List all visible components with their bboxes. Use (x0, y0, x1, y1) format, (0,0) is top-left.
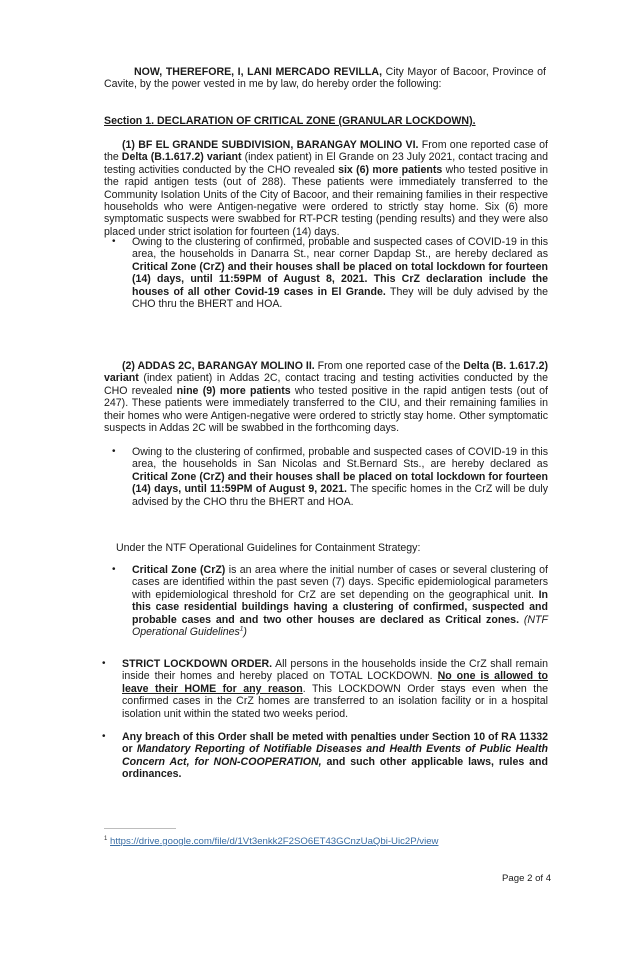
footnote-link[interactable]: https://drive.google.com/file/d/1Vt3enkk2F2SO6ET43GCnzUaQbi-Uic2P/view (110, 836, 439, 847)
bullet-el-grande-lockdown: • Owing to the clustering of confirmed, probable and suspected cases of COVID-19 in this area, the households in Danarra St., near corner Dapdap St., are hereby declared as Critical Zone (CrZ) and their houses shall be placed on total lockdown for fourteen (14) days, until 11:59PM of August 8, 2021. This CrZ declaration include the houses of all other Covid-19 cases in El Grande. They will be duly advised by the CHO thru the BHERT and HOA. (112, 236, 548, 311)
bullet-icon: • (112, 564, 116, 575)
bullet-penalties: • Any breach of this Order shall be meted with penalties under Section 10 of RA 11332 or Mandatory Reporting of Notifiable Diseases and Health Events of Public Health Concern Act, for NON-COOPERATION, and such other applicable laws, rules and ordinances. (102, 731, 548, 781)
footnote-reference[interactable]: 1 (239, 625, 244, 633)
footnote (104, 836, 439, 848)
page-number: Page 2 of 4 (502, 873, 552, 884)
ntf-guidelines-intro: Under the NTF Operational Guidelines for Containment Strategy: (116, 542, 421, 554)
paragraph-el-grande: (1) BF EL GRANDE SUBDIVISION, BARANGAY MOLINO VI. From one reported case of the Delta (B.1.617.2) variant (index patient) in El Grande on 23 July 2021, contact tracing and testing activities conducted by the CHO revealed six (6) more patients who tested positive in the rapid antigen tests (out of 288). These patients were immediately transferred to the Community Isolation Units of the City of Bacoor, and their remaining families in their respective households who were Antigen-negative were ordered to strictly stay home. Six (6) more symptomatic suspects were swabbed for RT-PCR testing (pending results) and they were also placed under strict isolation for fourteen (14) days. (104, 139, 549, 238)
footnote-marker: 1 (104, 835, 108, 842)
bullet-icon: • (112, 446, 116, 457)
bullet-addas-lockdown: • Owing to the clustering of confirmed, probable and suspected cases of COVID-19 in this area, the households in San Nicolas and St.Bernard Sts., are hereby declared as Critical Zone (CrZ) and their houses shall be placed on total lockdown for fourteen (14) days, until 11:59PM of August 9, 2021. The specific homes in the CrZ will be duly advised by the CHO thru the BHERT and HOA. (112, 446, 548, 508)
paragraph-addas-2c: (2) ADDAS 2C, BARANGAY MOLINO II. From one reported case of the Delta (B. 1.617.2) variant (index patient) in Addas 2C, contact tracing and testing activities conducted by the CHO revealed nine (9) more patients who tested positive in the rapid antigen tests (out of 247). These patients were immediately transferred to the CIU, and their remaining families in their homes who were Antigen-negative were ordered to strictly stay home. Other symptomatic suspects in Addas 2C will be swabbed in the forthcoming days. (104, 360, 548, 435)
subheading-addas-2c: (2) ADDAS 2C, BARANGAY MOLINO II. (122, 360, 315, 372)
intro-paragraph: NOW, THEREFORE, I, LANI MERCADO REVILLA, City Mayor of Bacoor, Province of Cavite, by the power vested in me by law, do hereby order the following: (104, 66, 546, 91)
bullet-icon: • (112, 236, 116, 247)
bullet-strict-lockdown-order: • STRICT LOCKDOWN ORDER. All persons in the households inside the CrZ shall remain inside their homes and hereby placed on TOTAL LOCKDOWN. No one is allowed to leave their HOME for any reason. This LOCKDOWN Order stays even when the confirmed cases in the CrZ homes are transferred to an isolation facility or in a hospital isolation unit within the stated two weeks period. (102, 658, 548, 720)
bullet-icon: • (102, 731, 106, 742)
subheading-el-grande: (1) BF EL GRANDE SUBDIVISION, BARANGAY MOLINO VI. (122, 139, 419, 151)
bullet-critical-zone-definition: • Critical Zone (CrZ) is an area where the initial number of cases or several clustering of cases are identified within the past seven (7) days. Specific epidemiological parameters with epidemiological threshold for CrZ are set depending on the geographical unit. In this case residential buildings having a clustering of confirmed, suspected and probable cases and and two other houses are declared as Critical zones. (NTF Operational Guidelines$^1$) (112, 564, 548, 639)
mayor-declaration: NOW, THEREFORE, I, LANI MERCADO REVILLA, (134, 66, 383, 78)
section-heading: Section 1. DECLARATION OF CRITICAL ZONE (GRANULAR LOCKDOWN). (104, 115, 476, 127)
bullet-icon: • (102, 658, 106, 669)
footnote-separator (104, 828, 176, 829)
